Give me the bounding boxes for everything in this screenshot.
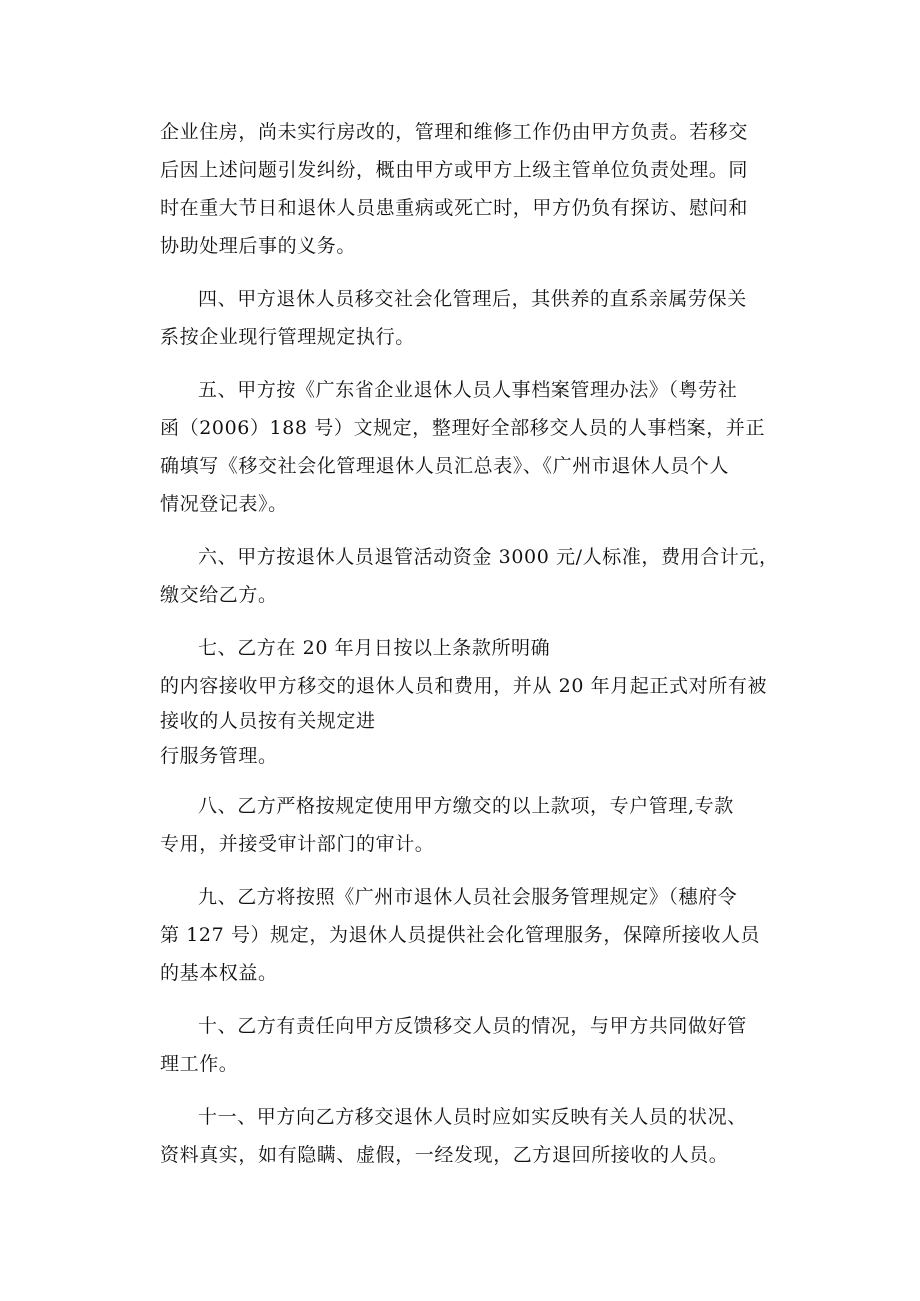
clause-seven-line: 七、乙方在 20 年月日按以上条款所明确 <box>198 637 551 659</box>
text-line: 确填写《移交社会化管理退休人员汇总表》、《广州市退休人员个人 <box>160 455 730 477</box>
text-line: 情况登记表》。 <box>160 493 288 515</box>
text-line: 企业住房，尚未实行房改的，管理和维修工作仍由甲方负责。若移交 <box>160 121 749 143</box>
text-line: 理工作。 <box>160 1053 239 1075</box>
text-line: 缴交给乙方。 <box>160 584 278 606</box>
text-line: 专用，并接受审计部门的审计。 <box>160 833 435 855</box>
text-line: 时在重大节日和退休人员患重病或死亡时，甲方仍负有探访、慰问和 <box>160 197 749 219</box>
text-line: 后因上述问题引发纠纷，概由甲方或甲方上级主管单位负责处理。同 <box>160 159 749 181</box>
clause-four-line: 四、甲方退休人员移交社会化管理后，其供养的直系亲属劳保关 <box>198 288 747 310</box>
clause-eight-line: 八、乙方严格按规定使用甲方缴交的以上款项，专户管理,专款 <box>198 795 734 817</box>
clause-nine-line: 九、乙方将按照《广州市退休人员社会服务管理规定》（穗府令 <box>198 886 738 908</box>
text-line: 的内容接收甲方移交的退休人员和费用，并从 20 年月起正式对所有被 <box>160 675 768 697</box>
clause-five-line: 五、甲方按《广东省企业退休人员人事档案管理办法》（粤劳社 <box>198 379 738 401</box>
text-line: 协助处理后事的义务。 <box>160 235 357 257</box>
text-line: 接收的人员按有关规定进 <box>160 710 376 732</box>
text-line: 第 127 号）规定，为退休人员提供社会化管理服务，保障所接收人员 <box>160 924 761 946</box>
clause-eleven-line: 十一、甲方向乙方移交退休人员时应如实反映有关人员的状况、 <box>198 1106 747 1128</box>
text-line: 行服务管理。 <box>160 745 278 767</box>
text-line: 系按企业现行管理规定执行。 <box>160 326 415 348</box>
clause-six-line: 六、甲方按退休人员退管活动资金 3000 元/人标准，费用合计元， <box>198 546 779 568</box>
clause-ten-line: 十、乙方有责任向甲方反馈移交人员的情况，与甲方共同做好管 <box>198 1015 747 1037</box>
text-line: 的基本权益。 <box>160 962 278 984</box>
text-line: 函（2006）188 号）文规定，整理好全部移交人员的人事档案，并正 <box>160 417 766 439</box>
text-line: 资料真实，如有隐瞒、虚假，一经发现，乙方退回所接收的人员。 <box>160 1144 729 1166</box>
